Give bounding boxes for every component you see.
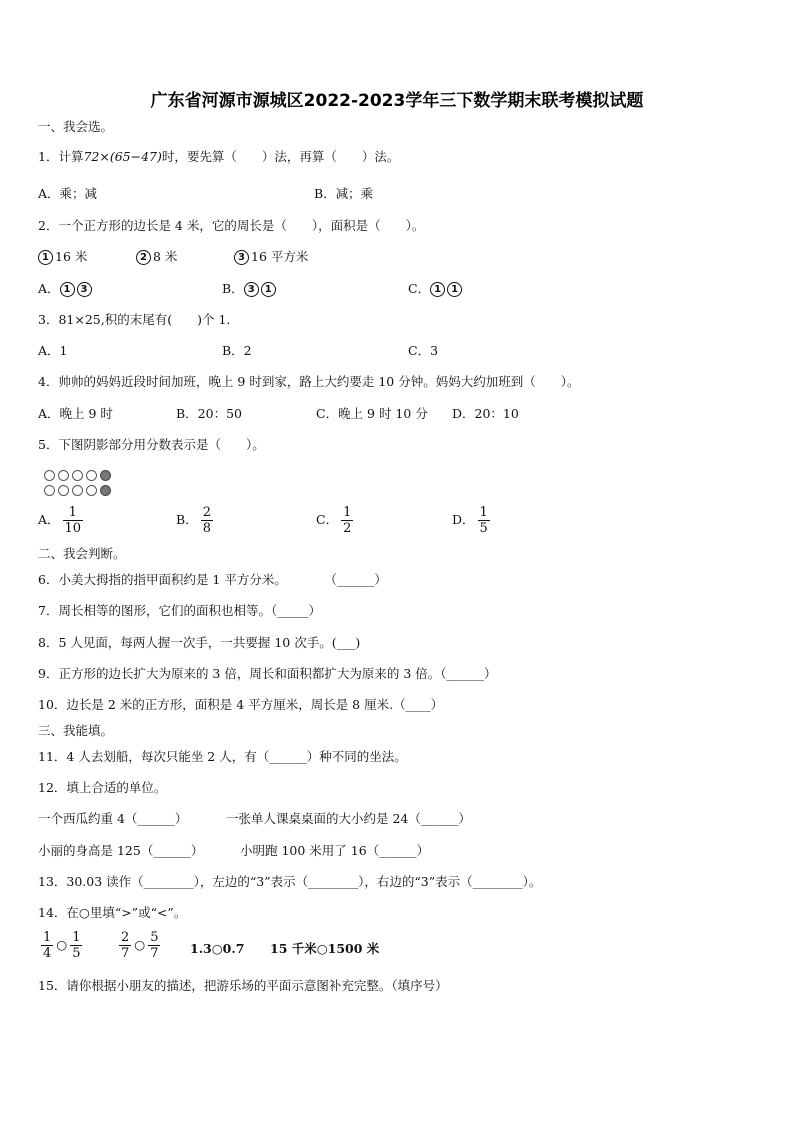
question-5-option-b [176, 505, 216, 536]
question-2-option-a [38, 280, 94, 298]
fraction-numerator: 2 [121, 930, 130, 945]
question-12-item-1: 一个西瓜约重 4（______） [38, 811, 188, 826]
question-1-pre: 计算 [58, 149, 84, 164]
circled-number-icon: 3 [234, 250, 249, 265]
circle-row [44, 470, 111, 481]
circled-number-icon: 1 [430, 282, 445, 297]
fraction [63, 505, 84, 536]
question-9: 9．正方形的边长扩大为原来的 3 倍，周长和面积都扩大为原来的 3 倍。（______） [38, 666, 497, 681]
fraction [148, 930, 160, 961]
question-1-post: 时，要先算（ ）法，再算（ ）法。 [161, 149, 400, 164]
question-3: 3．81×25,积的末尾有( )个 1. [38, 312, 231, 327]
fraction-numerator: 1 [479, 505, 488, 520]
question-2-item-1-text: 16 米 [55, 249, 88, 264]
circled-number-icon: 1 [38, 250, 53, 265]
fraction [201, 505, 213, 536]
question-2-item-3-text: 16 平方米 [251, 249, 309, 264]
question-3-option-b: B．2 [222, 343, 252, 358]
circle-row [44, 485, 111, 496]
question-13: 13．30.03 读作（________），左边的“3”表示（________），右边的“3”表示（________）。 [38, 874, 542, 889]
question-14-compare-1 [38, 930, 85, 961]
question-1-expression: 72×(65−47) [83, 149, 162, 164]
circled-number-icon: 2 [136, 250, 151, 265]
empty-circle-icon [44, 485, 55, 496]
question-12-item-3: 小丽的身高是 125（______） [38, 843, 204, 858]
circled-number-icon: 1 [60, 282, 75, 297]
fraction-denominator: 5 [72, 946, 81, 961]
question-2-item-2-text: 8 米 [153, 249, 178, 264]
shaded-circle-icon [100, 485, 111, 496]
section-heading-3: 三、我能填。 [38, 723, 114, 738]
fraction-denominator: 7 [121, 946, 130, 961]
empty-circle-icon [58, 470, 69, 481]
option-label: A． [38, 512, 60, 527]
question-5-option-c [316, 505, 356, 536]
section-heading-2: 二、我会判断。 [38, 546, 126, 561]
fraction-denominator: 10 [64, 521, 82, 536]
fraction [70, 930, 82, 961]
option-label: A． [38, 281, 60, 296]
question-8: 8．5 人见面，每两人握一次手，一共要握 10 次手。(___) [38, 635, 361, 650]
question-4-option-d: D．20：10 [452, 406, 519, 421]
empty-circle-icon [58, 485, 69, 496]
question-14-compare-2 [116, 930, 163, 961]
question-4-option-c: C．晚上 9 时 10 分 [316, 406, 428, 421]
fraction-denominator: 2 [343, 521, 352, 536]
question-12-item-4: 小明跑 100 米用了 16（______） [240, 843, 430, 858]
fraction-numerator: 2 [202, 505, 211, 520]
question-5-option-a [38, 505, 86, 536]
fraction-denominator: 8 [202, 521, 211, 536]
fraction-numerator: 1 [343, 505, 352, 520]
question-2-option-c [408, 280, 464, 298]
fraction [119, 930, 131, 961]
empty-circle-icon [86, 470, 97, 481]
question-11: 11．4 人去划船，每次只能坐 2 人，有（______）种不同的坐法。 [38, 749, 407, 764]
option-label: D． [452, 512, 475, 527]
fraction-numerator: 5 [150, 930, 159, 945]
question-6: 6．小美大拇指的指甲面积约是 1 平方分米。 （______） [38, 572, 387, 587]
question-15: 15．请你根据小朋友的描述，把游乐场的平面示意图补充完整。（填序号） [38, 978, 448, 993]
question-12: 12．填上合适的单位。 [38, 780, 167, 795]
empty-circle-icon [72, 485, 83, 496]
empty-circle-icon [72, 470, 83, 481]
question-5-option-d [452, 505, 493, 536]
fraction-numerator: 1 [43, 930, 52, 945]
question-5: 5．下图阴影部分用分数表示是（ ）。 [38, 437, 265, 452]
question-1-option-b: B．减；乘 [314, 186, 374, 201]
question-2-item-2 [136, 248, 177, 266]
question-1-option-a: A．乘；减 [38, 186, 98, 201]
circled-number-icon: 3 [244, 282, 259, 297]
question-3-option-c: C．3 [408, 343, 439, 358]
empty-circle-icon [86, 485, 97, 496]
option-label: B． [176, 512, 198, 527]
question-14-compare-4: 15 千米○1500 米 [270, 941, 380, 956]
fraction-denominator: 7 [150, 946, 159, 961]
question-2-item-1 [38, 248, 87, 266]
shaded-circles-figure [44, 470, 111, 500]
question-14-compare-3: 1.3○0.7 [190, 941, 245, 956]
fraction [478, 505, 490, 536]
fraction-denominator: 5 [479, 521, 488, 536]
question-10: 10．边长是 2 米的正方形，面积是 4 平方厘米，周长是 8 厘米.（____） [38, 697, 444, 712]
page-title: 广东省河源市源城区2022-2023学年三下数学期末联考模拟试题 [150, 91, 644, 111]
circled-number-icon: 3 [77, 282, 92, 297]
fraction [41, 930, 53, 961]
question-1-number: 1． [38, 149, 59, 164]
question-4-option-a: A．晚上 9 时 [38, 406, 113, 421]
empty-circle-icon [44, 470, 55, 481]
question-14: 14．在○里填“>”或“<”。 [38, 905, 187, 920]
circled-number-icon: 1 [447, 282, 462, 297]
question-2-item-3 [234, 248, 308, 266]
question-2-option-b [222, 280, 278, 298]
compare-circle: ○ [134, 937, 146, 952]
question-1 [38, 148, 399, 166]
fraction [341, 505, 353, 536]
fraction-numerator: 1 [72, 930, 81, 945]
option-label: B． [222, 281, 244, 296]
question-12-item-2: 一张单人课桌桌面的大小约是 24（______） [226, 811, 471, 826]
section-heading-1: 一、我会选。 [38, 119, 114, 134]
question-4-option-b: B．20：50 [176, 406, 242, 421]
question-3-option-a: A．1 [38, 343, 68, 358]
option-label: C． [316, 512, 339, 527]
shaded-circle-icon [100, 470, 111, 481]
fraction-denominator: 4 [43, 946, 52, 961]
question-7: 7．周长相等的图形，它们的面积也相等。（_____） [38, 603, 321, 618]
fraction-numerator: 1 [68, 505, 77, 520]
question-4: 4．帅帅的妈妈近段时间加班，晚上 9 时到家，路上大约要走 10 分钟。妈妈大约加班到（ ）。 [38, 374, 580, 389]
question-2: 2．一个正方形的边长是 4 米，它的周长是（ ），面积是（ ）。 [38, 218, 425, 233]
option-label: C． [408, 281, 431, 296]
circled-number-icon: 1 [261, 282, 276, 297]
compare-circle: ○ [56, 937, 68, 952]
